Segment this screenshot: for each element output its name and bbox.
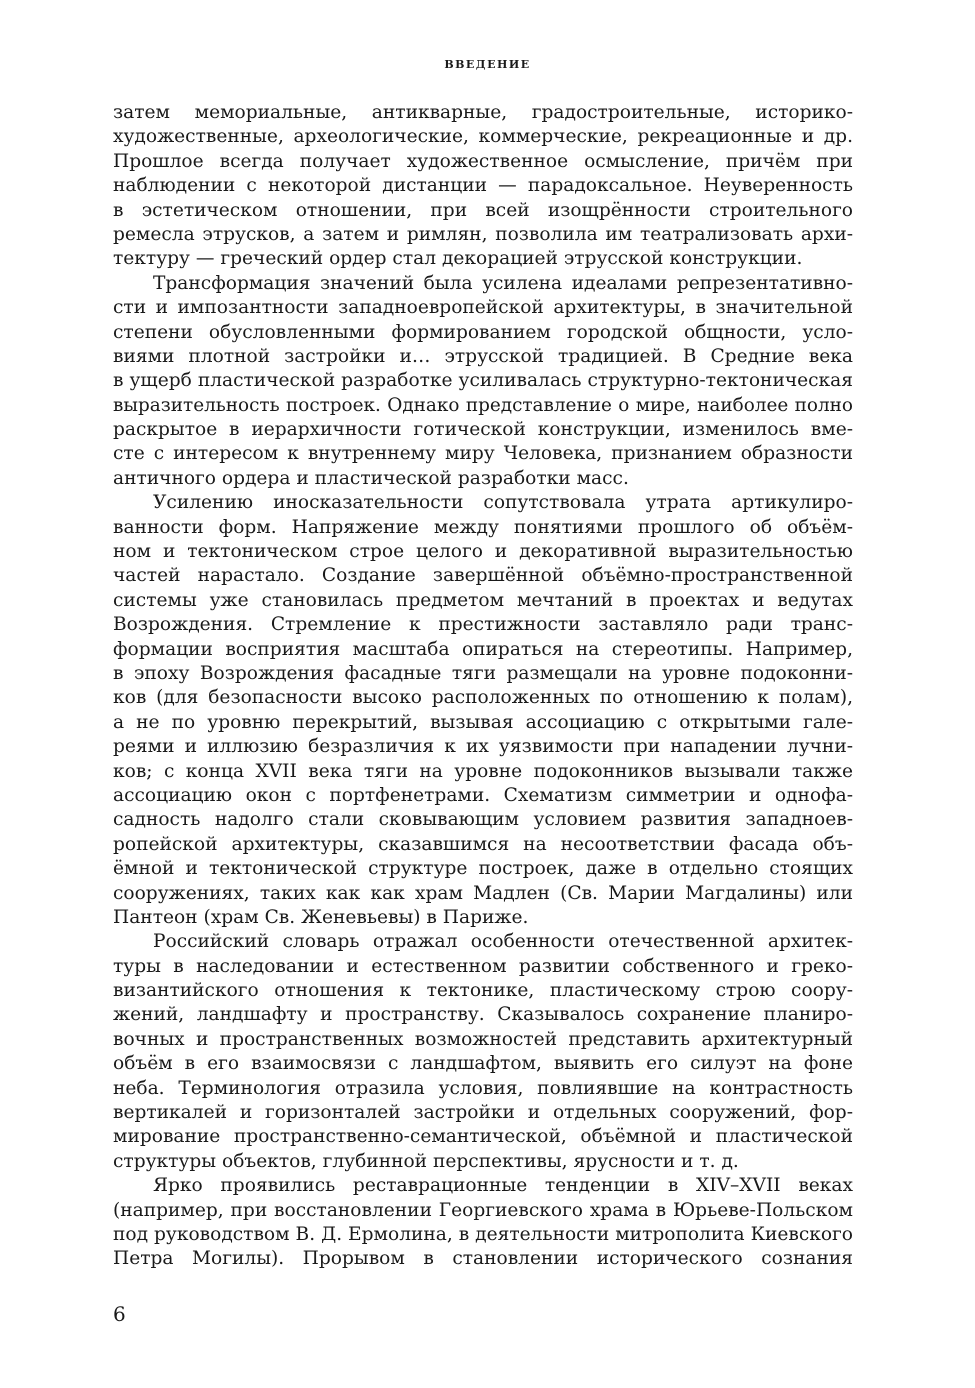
text-line: Петра Могилы). Прорывом в становлении исторического сознания xyxy=(113,1248,853,1270)
text-line: Усилению иносказательности сопутствовала утрата артикулиро- xyxy=(153,492,853,514)
text-line: виями плотной застройки и… этрусской традицией. В Средние века xyxy=(113,345,853,367)
text-line: ёмной и тектонической структуре построек, даже в отдельно стоящих xyxy=(113,858,853,880)
text-line: наблюдении с некоторой дистанции — парадоксальное. Неуверенность xyxy=(113,175,853,197)
text-line: вертикалей и горизонталей застройки и отдельных сооружений, фор- xyxy=(113,1102,853,1124)
text-line: затем мемориальные, антикварные, градостроительные, историко- xyxy=(113,102,853,123)
text-line: структуры объектов, глубинной перспективы, ярусности и т. д. xyxy=(113,1150,739,1172)
running-head: ВВЕДЕНИЕ xyxy=(444,58,531,71)
text-line: тектуру — греческий ордер стал декорацией этрусской конструкции. xyxy=(113,248,803,270)
text-line: ванности форм. Напряжение между понятиями прошлого об объём- xyxy=(113,516,853,538)
text-line: объём в его взаимосвязи с ландшафтом, выявить его силуэт на фоне xyxy=(113,1053,853,1075)
text-line: жений, ландшафту и пространству. Сказывалось сохранение планиро- xyxy=(113,1004,853,1026)
paragraph xyxy=(113,1174,853,1272)
text-line: ремесла этрусков, а затем и римлян, позволила им театрализовать архи- xyxy=(113,223,853,245)
text-line: Трансформация значений была усилена идеалами репрезентативно- xyxy=(153,272,853,294)
text-line: туры в наследовании и естественном развитии собственного и греко- xyxy=(113,955,853,977)
text-line: сооружениях, таких как как храм Мадлен (Св. Марии Магдалины) или xyxy=(113,882,853,904)
text-line: садность надолго стали сковывающим условием развития западноев- xyxy=(113,809,853,831)
text-line: в эстетическом отношении, при всей изощрённости строительного xyxy=(113,199,853,221)
text-line: реями и иллюзию безразличия к их уязвимости при нападении лучни- xyxy=(113,736,853,758)
text-line: ков (для безопасности высоко расположенных по отношению к полам), xyxy=(113,687,853,709)
text-line: степени обусловленными формированием городской общности, усло- xyxy=(113,321,853,343)
text-line: мирование пространственно-семантической, объёмной и пластической xyxy=(113,1126,853,1148)
text-line: сти и импозантности западноевропейской архитектуры, в значительной xyxy=(113,297,853,319)
text-line: Пантеон (храм Св. Женевьевы) в Париже. xyxy=(113,906,529,928)
text-line: раскрытое в иерархичности готической конструкции, изменилось вме- xyxy=(113,419,853,441)
paragraph xyxy=(113,491,853,930)
text-line: выразительность построек. Однако представление о мире, наиболее полно xyxy=(113,394,853,416)
text-line: системы уже становилась предметом мечтаний в проектах и ведутах xyxy=(113,589,853,611)
text-line: ном и тектоническом строе целого и декоративной выразительностью xyxy=(113,541,853,563)
text-line: Возрождения. Стремление к престижности заставляло ради транс- xyxy=(113,614,853,636)
paragraph xyxy=(113,101,853,272)
text-line: под руководством В. Д. Ермолина, в деятельности митрополита Киевского xyxy=(113,1223,853,1245)
text-line: частей нарастало. Создание завершённой объёмно-пространственной xyxy=(113,565,853,587)
paragraph xyxy=(113,930,853,1174)
text-line: Российский словарь отражал особенности отечественной архитек- xyxy=(153,931,853,953)
text-line: византийского отношения к тектонике, пластическому строю соору- xyxy=(113,980,853,1002)
text-line: а не по уровню перекрытий, вызывая ассоциацию с открытыми гале- xyxy=(113,711,853,733)
text-line: в эпоху Возрождения фасадные тяги размещали на уровне подоконни- xyxy=(113,662,853,684)
text-line: вочных и пространственных возможностей представить архитектурный xyxy=(113,1028,853,1050)
text-line: формации восприятия масштаба опираться на стереотипы. Например, xyxy=(113,638,853,660)
text-line: Прошлое всегда получает художественное осмысление, причём при xyxy=(113,150,853,172)
body-text xyxy=(113,101,853,1272)
page-number: 6 xyxy=(113,1302,126,1326)
text-line: в ущерб пластической разработке усиливалась структурно-тектоническая xyxy=(113,370,853,392)
text-line: ассоциацию окон с портфенетрами. Схематизм симметрии и однофа- xyxy=(113,784,853,806)
text-line: ков; с конца XVII века тяги на уровне подоконников вызывали также xyxy=(113,760,853,782)
text-line: сте с интересом к внутреннему миру Человека, признанием образности xyxy=(113,443,853,465)
text-line: неба. Терминология отразила условия, повлиявшие на контрастность xyxy=(113,1077,853,1099)
text-line: художественные, археологические, коммерческие, рекреационные и др. xyxy=(113,126,853,148)
text-line: (например, при восстановлении Георгиевского храма в Юрьеве-Польском xyxy=(113,1199,853,1221)
text-line: античного ордера и пластической разработки масс. xyxy=(113,467,629,489)
text-line: ропейской архитектуры, сказавшимся на несоответствии фасада объ- xyxy=(113,833,853,855)
text-line: Ярко проявились реставрационные тенденции в XIV–XVII веках xyxy=(153,1175,853,1197)
paragraph xyxy=(113,272,853,492)
